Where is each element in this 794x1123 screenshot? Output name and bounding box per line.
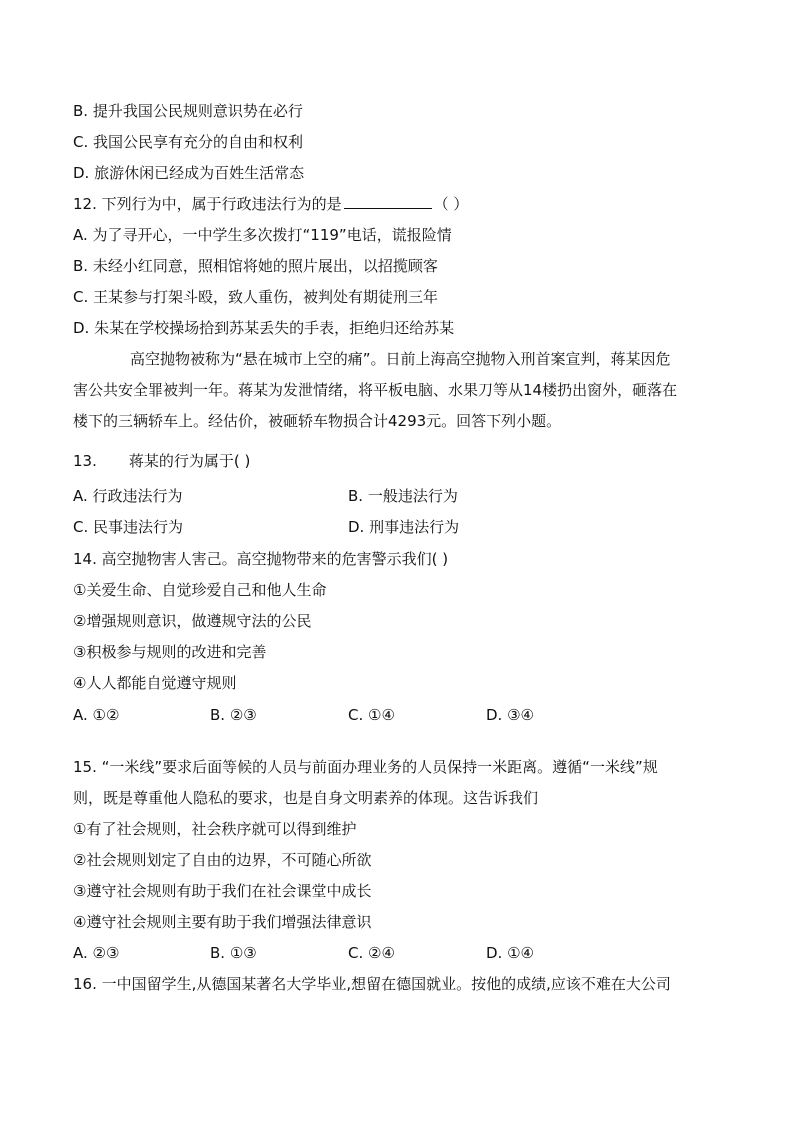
q12-answer-bracket: （ ） [433,195,469,213]
q16-stem-line-1: 16. 一中国留学生,从德国某著名大学毕业,想留在德国就业。按他的成绩,应该不难在大公司 [73,975,671,993]
passage-line-1: 高空抛物被称为“悬在城市上空的痛”。日前上海高空抛物入刑首案宣判，蒋某因危 [130,350,671,368]
q14-option-d: D. ③④ [486,706,534,724]
q13-option-d: D. 刑事违法行为 [348,518,460,536]
q13-option-b: B. 一般违法行为 [348,487,458,505]
q14-item-2: ②增强规则意识，做遵规守法的公民 [73,612,312,630]
q15-item-4: ④遵守社会规则主要有助于我们增强法律意识 [73,913,372,931]
q13-option-c: C. 民事违法行为 [73,518,184,536]
passage-line-2: 害公共安全罪被判一年。蒋某为发泄情绪，将平板电脑、水果刀等从14楼扔出窗外，砸落在 [73,381,678,399]
answer-blank [344,194,432,209]
q12-stem [73,194,468,214]
q15-item-2: ②社会规则划定了自由的边界，不可随心所欲 [73,851,372,869]
q14-stem: 14. 高空抛物害人害己。高空抛物带来的危害警示我们( ) [73,550,449,568]
q15-option-a: A. ②③ [73,944,120,962]
q13-number: 13. [73,452,97,470]
q11-option-c: C. 我国公民享有充分的自由和权利 [73,133,304,151]
q11-option-b: B. 提升我国公民规则意识势在必行 [73,102,303,120]
q15-stem-line-1: 15. “一米线”要求后面等候的人员与前面办理业务的人员保持一米距离。遵循“一米线”规 [73,758,658,776]
q12-option-c: C. 王某参与打架斗殴，致人重伤，被判处有期徒刑三年 [73,288,439,306]
q12-option-a: A. 为了寻开心，一中学生多次拨打“119”电话，谎报险情 [73,226,452,244]
passage-line-3: 楼下的三辆轿车上。经估价，被砸轿车物损合计4293元。回答下列小题。 [73,412,562,430]
q13-option-a: A. 行政违法行为 [73,487,183,505]
q14-option-b: B. ②③ [210,706,257,724]
q11-option-d: D. 旅游休闲已经成为百姓生活常态 [73,164,305,182]
q15-option-d: D. ①④ [486,944,534,962]
q14-item-3: ③积极参与规则的改进和完善 [73,643,267,661]
q12-option-d: D. 朱某在学校操场拾到苏某丢失的手表，拒绝归还给苏某 [73,319,455,337]
q12-option-b: B. 未经小红同意，照相馆将她的照片展出，以招揽顾客 [73,257,438,275]
q15-item-3: ③遵守社会规则有助于我们在社会课堂中成长 [73,882,372,900]
q13-stem-text: 蒋某的行为属于( ) [128,452,251,470]
q12-stem-text: 12. 下列行为中，属于行政违法行为的是 [73,195,342,213]
q13-stem [73,451,250,471]
q15-stem-line-2: 则，既是尊重他人隐私的要求，也是自身文明素养的体现。这告诉我们 [73,789,539,807]
q15-option-b: B. ①③ [210,944,257,962]
q14-option-c: C. ①④ [348,706,395,724]
q15-item-1: ①有了社会规则，社会秩序就可以得到维护 [73,820,357,838]
q14-item-1: ①关爱生命、自觉珍爱自己和他人生命 [73,581,327,599]
q14-item-4: ④人人都能自觉遵守规则 [73,674,237,692]
q15-option-c: C. ②④ [348,944,395,962]
q14-option-a: A. ①② [73,706,120,724]
